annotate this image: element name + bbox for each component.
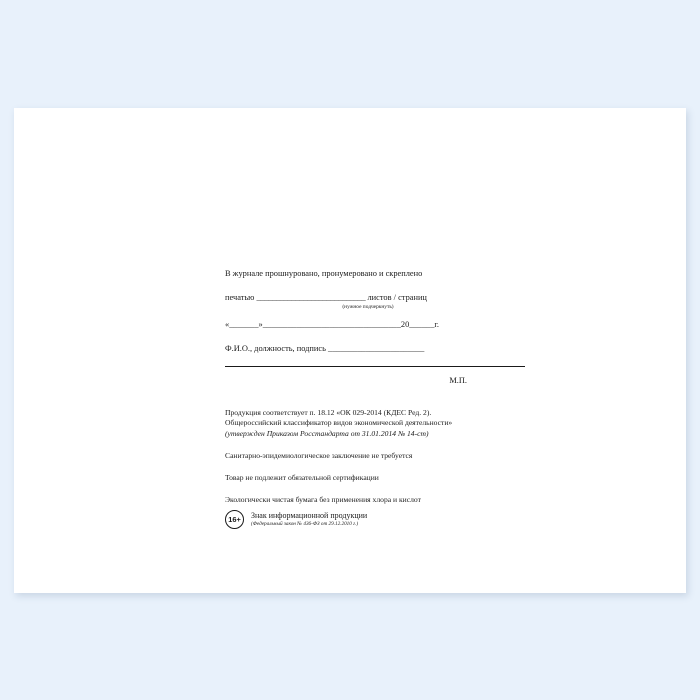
age-rating-badge: 16+ bbox=[225, 510, 244, 529]
okved-note-line3: (утвержден Приказом Росстандарта от 31.01.2014 № 14-ст) bbox=[225, 428, 429, 438]
signature-line: Ф.И.О., должность, подпись _______________________ bbox=[225, 343, 425, 353]
sanitary-note: Санитарно-эпидемиологическое заключение не требуется bbox=[225, 450, 413, 460]
document-content bbox=[225, 269, 525, 529]
age-rating-text bbox=[251, 510, 367, 527]
okved-note-line2: Общероссийский классификатор видов экономической деятельности» bbox=[225, 418, 453, 428]
seal-line bbox=[225, 293, 525, 304]
ecology-note: Экологически чистая бумага без применения хлора и кислот bbox=[225, 495, 421, 505]
age-rating-law: (Федеральный закон № 436-ФЗ от 29.12.2010 г.) bbox=[251, 520, 359, 527]
age-rating-block bbox=[225, 510, 525, 529]
document-page bbox=[14, 108, 686, 593]
sheets-pages-label: листов / страниц bbox=[367, 292, 427, 302]
okved-note bbox=[225, 408, 525, 439]
blank-rule bbox=[225, 365, 525, 367]
stamp-place-label: М.П. bbox=[449, 376, 467, 385]
seal-label: печатью bbox=[225, 292, 255, 302]
journal-statement-line: В журнале прошнуровано, пронумеровано и скреплено bbox=[225, 269, 423, 278]
date-line: «_______»_________________________________20______г. bbox=[225, 320, 439, 329]
underline-hint-note: (нужное подчеркнуть) bbox=[342, 304, 394, 310]
okved-note-line1: Продукция соответствует п. 18.12 «ОК 029-2014 (КДЕС Ред. 2). bbox=[225, 408, 432, 417]
seal-fill-blank: ____________________________ bbox=[256, 292, 366, 302]
age-rating-title: Знак информационной продукции bbox=[251, 510, 368, 520]
certification-note: Товар не подлежит обязательной сертификации bbox=[225, 473, 379, 482]
